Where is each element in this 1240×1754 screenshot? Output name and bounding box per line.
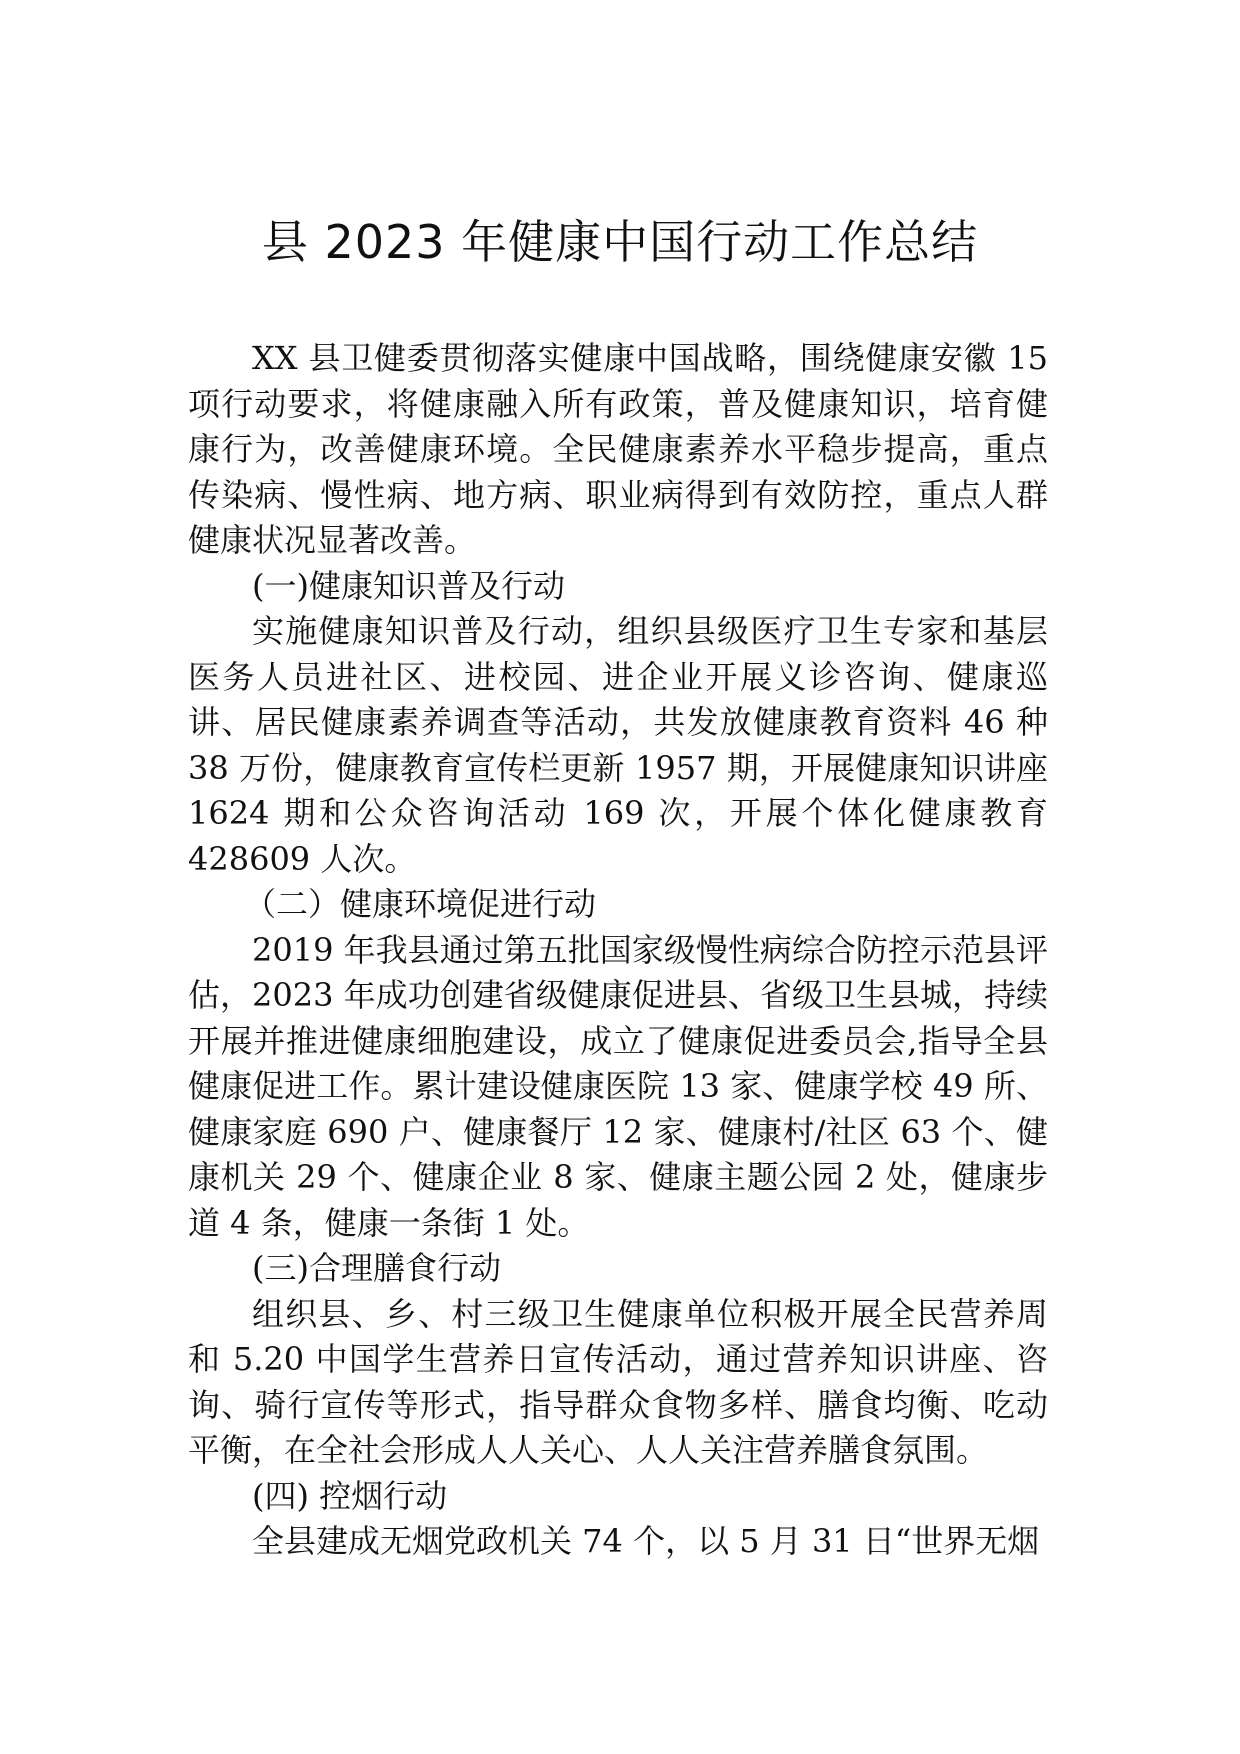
section-heading-3: (三)合理膳食行动 [252, 1249, 501, 1287]
section-heading-2: （二）健康环境促进行动 [244, 885, 597, 923]
section-paragraph-4: 全县建成无烟党政机关 74 个，以 5 月 31 日“世界无烟 [252, 1522, 1040, 1560]
section-paragraph-2: 2019 年我县通过第五批国家级慢性病综合防控示范县评估，2023 年成功创建省级健康促进县、省级卫生县城，持续开展并推进健康细胞建设，成立了健康促进委员会,指导全县健康促进工作。累计建设健康医院 13 家、健康学校 49 所、健康家庭 690 户、健康餐厅 12 家、健康村/社区 63 个、健康机关 29 个、健康企业 8 家、健康主题公园 2 处，健康步道 4 条，健康一条街 1 处。 [188, 930, 1048, 1242]
section-paragraph-1: 实施健康知识普及行动，组织县级医疗卫生专家和基层医务人员进社区、进校园、进企业开展义诊咨询、健康巡讲、居民健康素养调查等活动，共发放健康教育资料 46 种 38 万份，健康教育宣传栏更新 1957 期，开展健康知识讲座 1624 期和公众咨询活动 169 次，开展个体化健康教育 428609 人次。 [188, 612, 1048, 878]
document-title: 县 2023 年健康中国行动工作总结 [261, 215, 979, 269]
section-heading-1: (一)健康知识普及行动 [252, 566, 565, 605]
document-body [188, 336, 1048, 1565]
section-heading-4: (四) 控烟行动 [252, 1476, 448, 1515]
intro-paragraph: XX 县卫健委贯彻落实健康中国战略，围绕健康安徽 15 项行动要求，将健康融入所有政策，普及健康知识，培育健康行为，改善健康环境。全民健康素养水平稳步提高，重点传染病、慢性病、地方病、职业病得到有效防控，重点人群健康状况显著改善。 [188, 339, 1048, 559]
section-paragraph-3: 组织县、乡、村三级卫生健康单位积极开展全民营养周和 5.20 中国学生营养日宣传活动，通过营养知识讲座、咨询、骑行宣传等形式，指导群众食物多样、膳食均衡、吃动平衡，在全社会形成人人关心、人人关注营养膳食氛围。 [188, 1294, 1048, 1469]
